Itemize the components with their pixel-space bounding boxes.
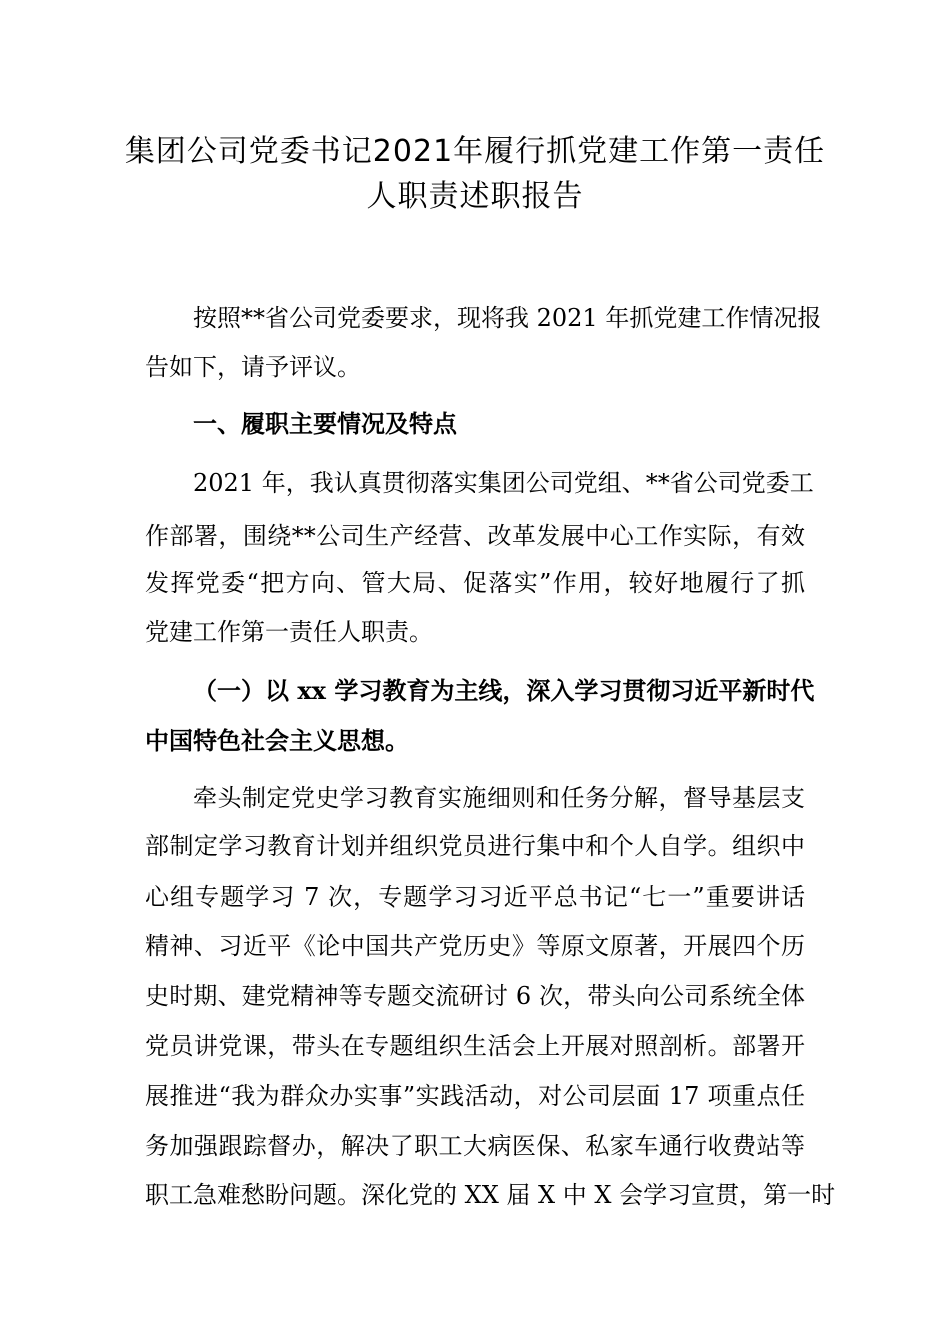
document-title-line-1: 集团公司党委书记2021年履行抓党建工作第一责任 bbox=[124, 134, 826, 169]
subsection1-paragraph-line: 职工急难愁盼问题。深化党的 XX 届 X 中 X 会学习宣贯，第一时 bbox=[145, 1181, 836, 1209]
section-heading: 一、履职主要情况及特点 bbox=[193, 409, 457, 438]
subsection1-paragraph-line: 史时期、建党精神等专题交流研讨 6 次，带头向公司系统全体 bbox=[145, 982, 805, 1010]
subsection-heading: （一）以 xx 学习教育为主线，深入学习贯彻习近平新时代 bbox=[193, 676, 815, 705]
subsection1-paragraph-line: 牵头制定党史学习教育实施细则和任务分解，督导基层支 bbox=[193, 784, 805, 812]
subsection1-paragraph-line: 心组专题学习 7 次，专题学习习近平总书记“七一”重要讲话 bbox=[145, 883, 805, 911]
section1-paragraph-line: 作部署，围绕**公司生产经营、改革发展中心工作实际，有效 bbox=[145, 522, 805, 550]
section1-paragraph-line: 党建工作第一责任人职责。 bbox=[145, 618, 433, 646]
document-title-line-2: 人职责述职报告 bbox=[366, 179, 584, 214]
section1-paragraph-line: 发挥党委“把方向、管大局、促落实”作用，较好地履行了抓 bbox=[145, 569, 805, 597]
subsection1-paragraph-line: 展推进“我为群众办实事”实践活动，对公司层面 17 项重点任 bbox=[145, 1082, 805, 1110]
subsection1-paragraph-line: 党员讲党课，带头在专题组织生活会上开展对照剖析。部署开 bbox=[145, 1032, 805, 1060]
subsection-heading: 中国特色社会主义思想。 bbox=[145, 726, 409, 755]
intro-line: 按照**省公司党委要求，现将我 2021 年抓党建工作情况报 bbox=[193, 304, 822, 332]
subsection1-paragraph-line: 务加强跟踪督办，解决了职工大病医保、私家车通行收费站等 bbox=[145, 1132, 805, 1160]
subsection1-paragraph-line: 部制定学习教育计划并组织党员进行集中和个人自学。组织中 bbox=[145, 832, 805, 860]
subsection1-paragraph-line: 精神、习近平《论中国共产党历史》等原文原著，开展四个历 bbox=[145, 932, 805, 960]
intro-line: 告如下，请予评议。 bbox=[145, 353, 361, 381]
section1-paragraph-line: 2021 年，我认真贯彻落实集团公司党组、**省公司党委工 bbox=[193, 469, 814, 497]
